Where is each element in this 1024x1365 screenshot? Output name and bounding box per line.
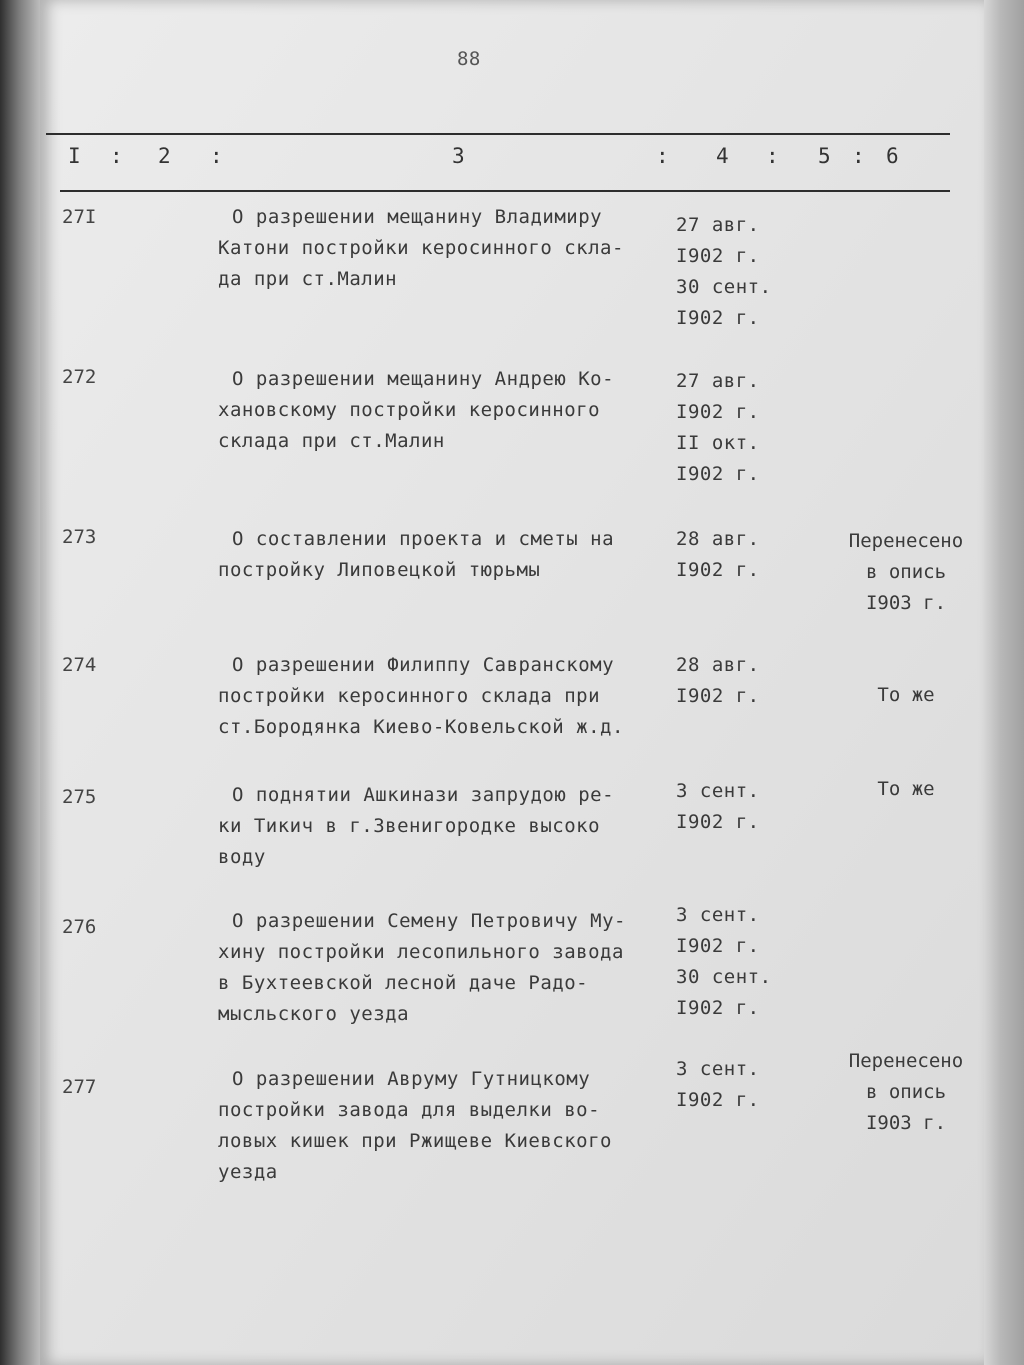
page-edge-right bbox=[984, 0, 1024, 1365]
description-line: ловых кишек при Ржищеве Киевского bbox=[218, 1130, 612, 1152]
description-line: постройку Липовецкой тюрьмы bbox=[218, 559, 541, 581]
date-line: 30 сент. bbox=[676, 276, 772, 298]
header-separator: : bbox=[656, 144, 669, 168]
page-number: 88 bbox=[457, 48, 481, 70]
description-line: ки Тикич в г.Звенигородке высоко bbox=[218, 815, 601, 837]
entry-number: 277 bbox=[62, 1076, 97, 1098]
entry-dates bbox=[676, 1054, 786, 1116]
header-top-rule bbox=[46, 133, 950, 135]
date-line: II окт. bbox=[676, 432, 760, 454]
header-col-1: I bbox=[68, 144, 81, 168]
description-line: О разрешении Филиппу Савранскому bbox=[232, 654, 615, 676]
entry-dates bbox=[676, 776, 786, 838]
entry-description bbox=[218, 364, 668, 457]
description-line: хановскому постройки керосинного bbox=[218, 399, 601, 421]
entry-note bbox=[836, 774, 976, 805]
entry-description bbox=[218, 524, 668, 586]
description-line: в Бухтеевской лесной даче Радо- bbox=[218, 972, 589, 994]
entry-description bbox=[218, 650, 668, 743]
description-line: ст.Бородянка Киево-Ковельской ж.д. bbox=[218, 716, 624, 738]
note-line: в опись bbox=[865, 561, 947, 583]
entry-description bbox=[218, 906, 668, 1030]
description-line: О составлении проекта и сметы на bbox=[232, 528, 615, 550]
description-line: склада при ст.Малин bbox=[218, 430, 445, 452]
description-line: постройки керосинного склада при bbox=[218, 685, 601, 707]
entry-number: 27I bbox=[62, 206, 97, 228]
date-line: I902 г. bbox=[676, 1089, 760, 1111]
description-line: уезда bbox=[218, 1161, 278, 1183]
date-line: 30 сент. bbox=[676, 966, 772, 988]
entry-dates bbox=[676, 650, 786, 712]
description-line: мысльского уезда bbox=[218, 1003, 410, 1025]
note-line: I903 г. bbox=[865, 1112, 947, 1134]
date-line: 27 авг. bbox=[676, 214, 760, 236]
description-line: О разрешении мещанину Владимиру bbox=[232, 206, 603, 228]
header-separator: : bbox=[210, 144, 223, 168]
date-line: I902 г. bbox=[676, 811, 760, 833]
date-line: 3 сент. bbox=[676, 780, 760, 802]
entry-number: 272 bbox=[62, 366, 97, 388]
entry-number: 273 bbox=[62, 526, 97, 548]
entry-number: 276 bbox=[62, 916, 97, 938]
date-line: 28 авг. bbox=[676, 654, 760, 676]
header-col-3: 3 bbox=[452, 144, 465, 168]
note-line: в опись bbox=[865, 1081, 947, 1103]
header-separator: : bbox=[766, 144, 779, 168]
entry-dates bbox=[676, 524, 786, 586]
date-line: I902 г. bbox=[676, 401, 760, 423]
note-line: То же bbox=[877, 778, 935, 800]
entry-number: 275 bbox=[62, 786, 97, 808]
description-line: да при ст.Малин bbox=[218, 268, 398, 290]
description-line: О разрешении Авруму Гутницкому bbox=[232, 1068, 591, 1090]
date-line: I902 г. bbox=[676, 463, 760, 485]
entry-description bbox=[218, 202, 668, 295]
header-col-4: 4 bbox=[716, 144, 729, 168]
description-line: хину постройки лесопильного завода bbox=[218, 941, 624, 963]
description-line: О поднятии Ашкинази запрудою ре- bbox=[232, 784, 615, 806]
entry-note bbox=[836, 680, 976, 711]
header-bottom-rule bbox=[60, 190, 950, 192]
description-line: Катони постройки керосинного скла- bbox=[218, 237, 624, 259]
entry-dates bbox=[676, 210, 786, 334]
date-line: I902 г. bbox=[676, 685, 760, 707]
note-line: I903 г. bbox=[865, 592, 947, 614]
header-col-5: 5 bbox=[818, 144, 831, 168]
header-separator: : bbox=[852, 144, 865, 168]
date-line: I902 г. bbox=[676, 307, 760, 329]
date-line: I902 г. bbox=[676, 245, 760, 267]
description-line: О разрешении мещанину Андрею Ко- bbox=[232, 368, 615, 390]
note-line: Перенесено bbox=[848, 530, 964, 552]
date-line: 3 сент. bbox=[676, 904, 760, 926]
date-line: I902 г. bbox=[676, 935, 760, 957]
entry-dates bbox=[676, 900, 786, 1024]
note-line: Перенесено bbox=[848, 1050, 964, 1072]
entry-dates bbox=[676, 366, 786, 490]
note-line: То же bbox=[877, 684, 935, 706]
header-col-6: 6 bbox=[886, 144, 899, 168]
entry-number: 274 bbox=[62, 654, 97, 676]
date-line: 28 авг. bbox=[676, 528, 760, 550]
description-line: постройки завода для выделки во- bbox=[218, 1099, 601, 1121]
description-line: воду bbox=[218, 846, 266, 868]
date-line: I902 г. bbox=[676, 997, 760, 1019]
description-line: О разрешении Семену Петровичу Му- bbox=[232, 910, 626, 932]
header-col-2: 2 bbox=[158, 144, 171, 168]
date-line: I902 г. bbox=[676, 559, 760, 581]
entry-description bbox=[218, 780, 668, 873]
header-separator: : bbox=[110, 144, 123, 168]
entry-description bbox=[218, 1064, 668, 1188]
date-line: 3 сент. bbox=[676, 1058, 760, 1080]
entry-note bbox=[836, 1046, 976, 1139]
entry-note bbox=[836, 526, 976, 619]
date-line: 27 авг. bbox=[676, 370, 760, 392]
